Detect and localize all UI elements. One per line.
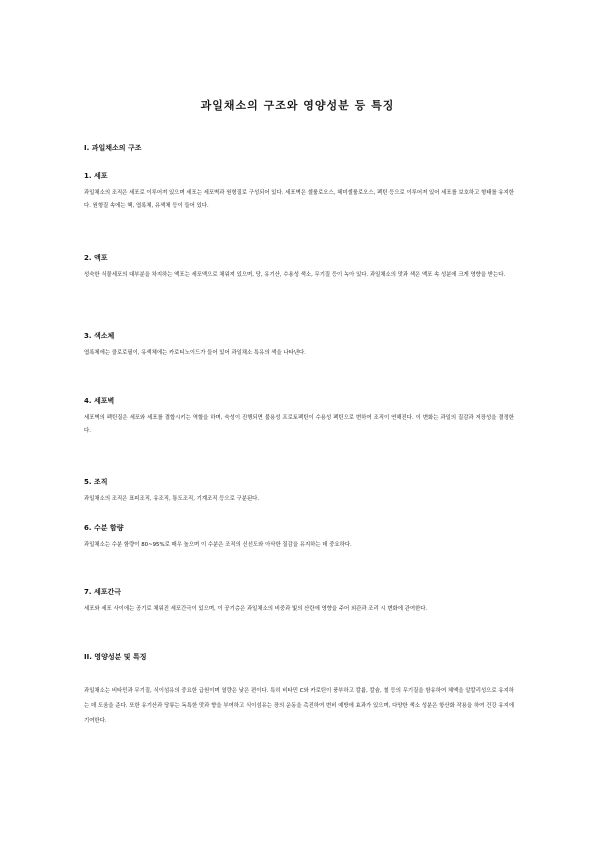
section-body: 세포벽의 펙틴질은 세포와 세포를 결합시키는 역할을 하며, 숙성이 진행되면 불용성 프로토펙틴이 수용성 펙틴으로 변하여 조직이 연해진다. 이 변화는 과일의 질감과 저장성을 결정한다. bbox=[84, 415, 514, 434]
section-heading: 7. 세포간극 bbox=[84, 588, 122, 596]
section-body: 과일채소는 비타민과 무기질, 식이섬유의 중요한 급원이며 열량은 낮은 편이다. 특히 비타민 C와 카로틴이 풍부하고 칼륨, 칼슘, 철 등의 무기질을 함유하여 체액을 알칼리성으로 유지하는 데 도움을 준다. 또한 유기산과 당류는 독특한 맛과 향을 부여하고 식이섬유는 장의 운동을 촉진하여 변비 예방에 효과가 있으며, 다양한 색소 성분은 항산화 작용을 하여 건강 유지에 기여한다. bbox=[84, 688, 514, 724]
section-heading: 2. 액포 bbox=[84, 254, 108, 262]
section-body: 성숙한 식물세포의 대부분을 차지하는 액포는 세포액으로 채워져 있으며, 당, 유기산, 수용성 색소, 무기질 등이 녹아 있다. 과일채소의 맛과 색은 액포 속 성분에 크게 영향을 받는다. bbox=[84, 272, 506, 278]
section-heading: 3. 색소체 bbox=[84, 332, 115, 340]
section-1 bbox=[84, 171, 514, 212]
section-heading: 5. 조직 bbox=[84, 478, 108, 486]
section-3 bbox=[84, 331, 514, 360]
document-title: 과일채소의 구조와 영양성분 등 특징 bbox=[200, 99, 395, 112]
section-body: 과일채소의 조직은 표피조직, 유조직, 통도조직, 기계조직 등으로 구분된다. bbox=[84, 496, 260, 502]
section-6 bbox=[84, 523, 514, 552]
section-title: I. 과일채소의 구조 bbox=[84, 144, 142, 152]
section-title: II. 영양성분 및 특징 bbox=[84, 653, 147, 661]
section-heading: 6. 수분 함량 bbox=[84, 524, 124, 532]
section-heading: 1. 세포 bbox=[84, 172, 108, 180]
section-body: 과일채소는 수분 함량이 80~95%로 매우 높으며 이 수분은 조직의 신선도와 아삭한 질감을 유지하는 데 중요하다. bbox=[84, 542, 352, 548]
section-7 bbox=[84, 587, 514, 616]
section-heading: 4. 세포벽 bbox=[84, 397, 115, 405]
section-body: 과일채소의 조직은 세포로 이루어져 있으며 세포는 세포벽과 원형질로 구성되어 있다. 세포벽은 셀룰로오스, 헤미셀룰로오스, 펙틴 등으로 이루어져 있어 세포를 보호하고 형태를 유지한다. 원형질 속에는 핵, 엽록체, 유색체 등이 들어 있다. bbox=[84, 190, 514, 209]
section-4 bbox=[84, 396, 514, 437]
section-5 bbox=[84, 477, 514, 506]
section-body: 세포와 세포 사이에는 공기로 채워진 세포간극이 있으며, 이 공기층은 과일채소의 비중과 빛의 산란에 영향을 주어 외관과 조리 시 변화에 관여한다. bbox=[84, 606, 428, 612]
section-2 bbox=[84, 253, 514, 282]
section-body: 엽록체에는 클로로필이, 유색체에는 카로티노이드가 들어 있어 과일채소 특유의 색을 나타낸다. bbox=[84, 350, 306, 356]
